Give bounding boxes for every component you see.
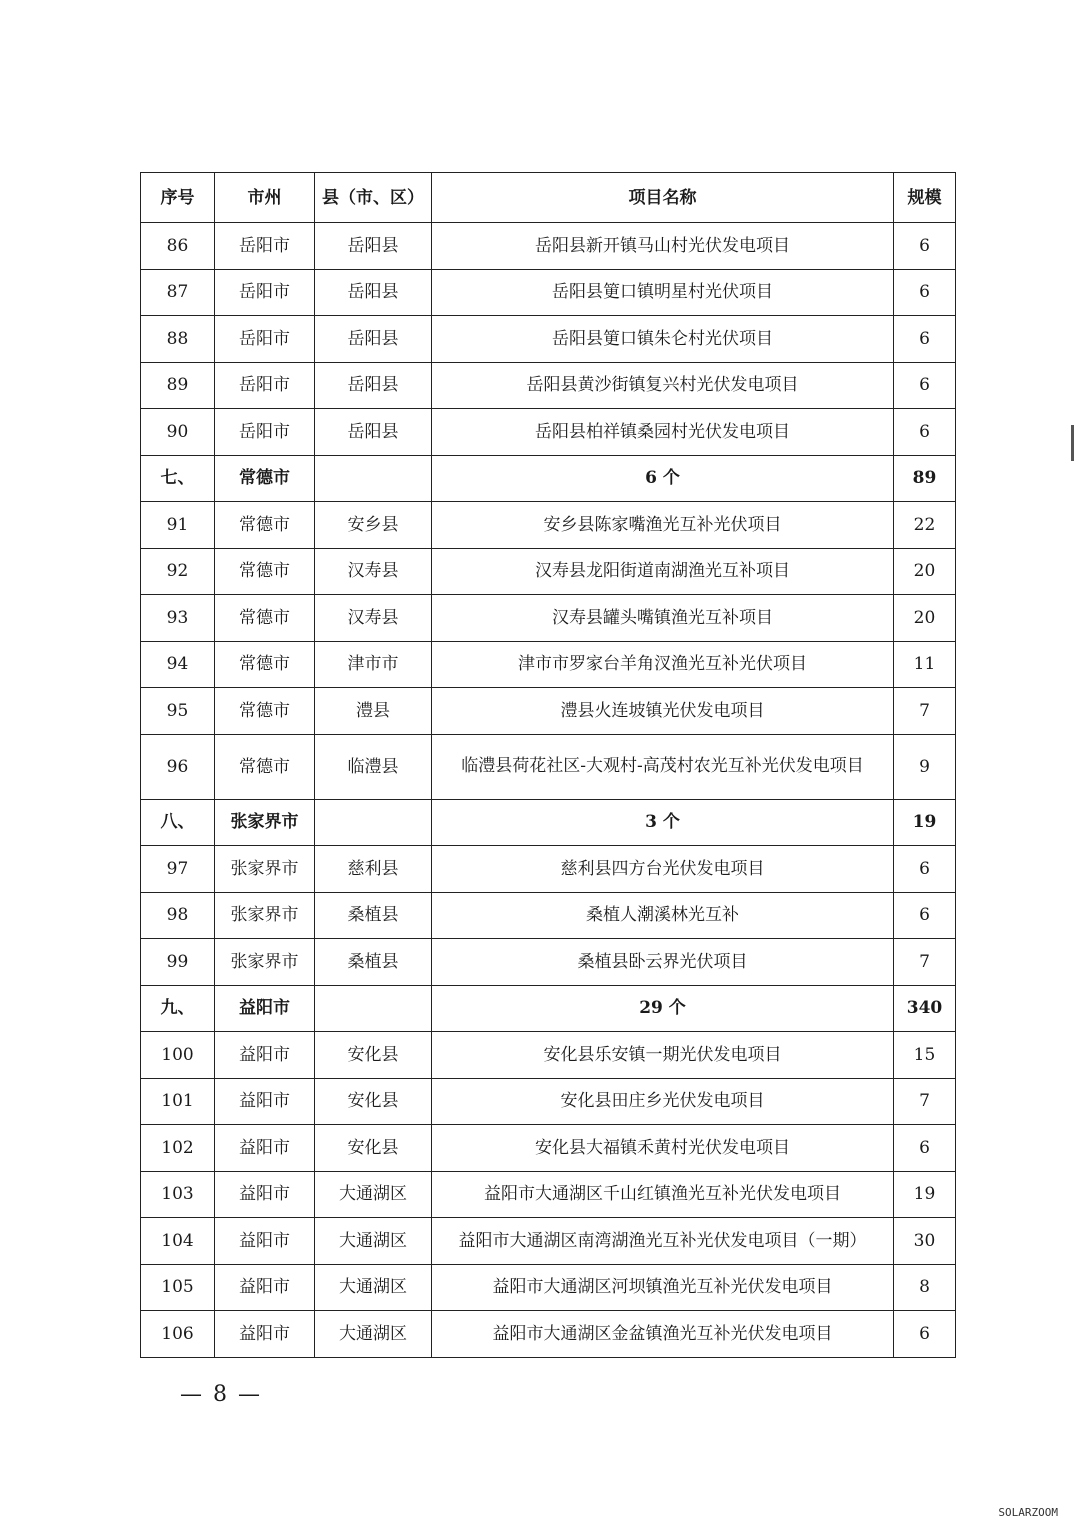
table-row: [141, 1125, 956, 1172]
county-cell: 岳阳县: [315, 316, 432, 363]
project-name-cell: 澧县火连坡镇光伏发电项目: [432, 688, 894, 735]
city-cell: 张家界市: [215, 939, 315, 986]
city-cell: 益阳市: [215, 985, 315, 1032]
city-cell: 常德市: [215, 595, 315, 642]
city-cell: 常德市: [215, 734, 315, 799]
table-row: [141, 1032, 956, 1079]
serial-cell: 102: [141, 1125, 215, 1172]
table-row: [141, 362, 956, 409]
project-name-cell: 津市市罗家台羊角汊渔光互补光伏项目: [432, 641, 894, 688]
table-row: [141, 595, 956, 642]
city-cell: 岳阳市: [215, 316, 315, 363]
project-name-cell: 汉寿县龙阳街道南湖渔光互补项目: [432, 548, 894, 595]
serial-cell: 105: [141, 1264, 215, 1311]
city-cell: 张家界市: [215, 799, 315, 846]
serial-cell: 99: [141, 939, 215, 986]
header-county: 县（市、区）: [315, 173, 432, 223]
project-name-cell: 6 个: [432, 455, 894, 502]
city-cell: 张家界市: [215, 846, 315, 893]
serial-cell: 92: [141, 548, 215, 595]
serial-cell: 96: [141, 734, 215, 799]
scale-cell: 7: [894, 688, 956, 735]
scale-cell: 19: [894, 799, 956, 846]
table-group-row: [141, 455, 956, 502]
county-cell: 慈利县: [315, 846, 432, 893]
scale-cell: 6: [894, 892, 956, 939]
project-name-cell: 益阳市大通湖区南湾湖渔光互补光伏发电项目（一期）: [432, 1218, 894, 1265]
project-name-cell: 安化县大福镇禾黄村光伏发电项目: [432, 1125, 894, 1172]
city-cell: 岳阳市: [215, 269, 315, 316]
scale-cell: 30: [894, 1218, 956, 1265]
table-group-row: [141, 799, 956, 846]
serial-cell: 88: [141, 316, 215, 363]
city-cell: 常德市: [215, 641, 315, 688]
project-name-cell: 安乡县陈家嘴渔光互补光伏项目: [432, 502, 894, 549]
city-cell: 益阳市: [215, 1264, 315, 1311]
city-cell: 益阳市: [215, 1218, 315, 1265]
project-table: [140, 172, 956, 1358]
project-name-cell: 益阳市大通湖区河坝镇渔光互补光伏发电项目: [432, 1264, 894, 1311]
city-cell: 岳阳市: [215, 362, 315, 409]
county-cell: 大通湖区: [315, 1218, 432, 1265]
project-name-cell: 汉寿县罐头嘴镇渔光互补项目: [432, 595, 894, 642]
serial-cell: 101: [141, 1078, 215, 1125]
project-name-cell: 岳阳县新开镇马山村光伏发电项目: [432, 223, 894, 270]
table-group-row: [141, 985, 956, 1032]
scan-margin-mark: [1071, 425, 1074, 461]
project-name-cell: 临澧县荷花社区-大观村-高茂村农光互补光伏发电项目: [432, 734, 894, 799]
serial-cell: 八、: [141, 799, 215, 846]
serial-cell: 91: [141, 502, 215, 549]
serial-cell: 94: [141, 641, 215, 688]
project-name-cell: 安化县田庄乡光伏发电项目: [432, 1078, 894, 1125]
header-project-name: 项目名称: [432, 173, 894, 223]
city-cell: 常德市: [215, 502, 315, 549]
scale-cell: 6: [894, 846, 956, 893]
project-name-cell: 岳阳县筻口镇朱仑村光伏项目: [432, 316, 894, 363]
header-serial: 序号: [141, 173, 215, 223]
table-row: [141, 1078, 956, 1125]
table-row: [141, 892, 956, 939]
serial-cell: 87: [141, 269, 215, 316]
table-row: [141, 641, 956, 688]
county-cell: 岳阳县: [315, 269, 432, 316]
page-number: — 8 —: [180, 1382, 262, 1407]
table-row: [141, 269, 956, 316]
scale-cell: 340: [894, 985, 956, 1032]
scale-cell: 6: [894, 1125, 956, 1172]
serial-cell: 90: [141, 409, 215, 456]
city-cell: 益阳市: [215, 1078, 315, 1125]
county-cell: 安化县: [315, 1078, 432, 1125]
serial-cell: 106: [141, 1311, 215, 1358]
scale-cell: 8: [894, 1264, 956, 1311]
table-body: [141, 223, 956, 1358]
table-row: [141, 548, 956, 595]
table-row: [141, 223, 956, 270]
project-name-cell: 慈利县四方台光伏发电项目: [432, 846, 894, 893]
project-name-cell: 3 个: [432, 799, 894, 846]
scale-cell: 6: [894, 316, 956, 363]
serial-cell: 97: [141, 846, 215, 893]
city-cell: 岳阳市: [215, 409, 315, 456]
city-cell: 张家界市: [215, 892, 315, 939]
city-cell: 益阳市: [215, 1171, 315, 1218]
project-name-cell: 岳阳县黄沙街镇复兴村光伏发电项目: [432, 362, 894, 409]
city-cell: 岳阳市: [215, 223, 315, 270]
serial-cell: 86: [141, 223, 215, 270]
scale-cell: 11: [894, 641, 956, 688]
scale-cell: 6: [894, 223, 956, 270]
county-cell: 桑植县: [315, 892, 432, 939]
city-cell: 常德市: [215, 548, 315, 595]
serial-cell: 104: [141, 1218, 215, 1265]
scale-cell: 7: [894, 1078, 956, 1125]
scale-cell: 6: [894, 1311, 956, 1358]
county-cell: 大通湖区: [315, 1171, 432, 1218]
scale-cell: 15: [894, 1032, 956, 1079]
project-name-cell: 益阳市大通湖区千山红镇渔光互补光伏发电项目: [432, 1171, 894, 1218]
scale-cell: 19: [894, 1171, 956, 1218]
county-cell: 岳阳县: [315, 362, 432, 409]
county-cell: [315, 985, 432, 1032]
table-row: [141, 1264, 956, 1311]
table-row: [141, 316, 956, 363]
serial-cell: 九、: [141, 985, 215, 1032]
county-cell: [315, 455, 432, 502]
city-cell: 益阳市: [215, 1032, 315, 1079]
scale-cell: 9: [894, 734, 956, 799]
scale-cell: 89: [894, 455, 956, 502]
project-name-cell: 29 个: [432, 985, 894, 1032]
table-row: [141, 409, 956, 456]
serial-cell: 89: [141, 362, 215, 409]
serial-cell: 98: [141, 892, 215, 939]
county-cell: 安化县: [315, 1125, 432, 1172]
county-cell: 临澧县: [315, 734, 432, 799]
serial-cell: 93: [141, 595, 215, 642]
serial-cell: 100: [141, 1032, 215, 1079]
table-row: [141, 502, 956, 549]
county-cell: 大通湖区: [315, 1311, 432, 1358]
table-header-row: [141, 173, 956, 223]
project-name-cell: 岳阳县柏祥镇桑园村光伏发电项目: [432, 409, 894, 456]
county-cell: 岳阳县: [315, 409, 432, 456]
header-city: 市州: [215, 173, 315, 223]
serial-cell: 95: [141, 688, 215, 735]
table-row: [141, 846, 956, 893]
table-row: [141, 688, 956, 735]
county-cell: [315, 799, 432, 846]
city-cell: 常德市: [215, 455, 315, 502]
table-row: [141, 1311, 956, 1358]
scale-cell: 6: [894, 409, 956, 456]
serial-cell: 七、: [141, 455, 215, 502]
county-cell: 津市市: [315, 641, 432, 688]
scale-cell: 20: [894, 595, 956, 642]
county-cell: 汉寿县: [315, 595, 432, 642]
project-name-cell: 益阳市大通湖区金盆镇渔光互补光伏发电项目: [432, 1311, 894, 1358]
scale-cell: 22: [894, 502, 956, 549]
scale-cell: 6: [894, 269, 956, 316]
scale-cell: 6: [894, 362, 956, 409]
county-cell: 大通湖区: [315, 1264, 432, 1311]
city-cell: 常德市: [215, 688, 315, 735]
city-cell: 益阳市: [215, 1125, 315, 1172]
project-name-cell: 安化县乐安镇一期光伏发电项目: [432, 1032, 894, 1079]
project-name-cell: 岳阳县筻口镇明星村光伏项目: [432, 269, 894, 316]
header-scale: 规模: [894, 173, 956, 223]
table-row: [141, 939, 956, 986]
county-cell: 澧县: [315, 688, 432, 735]
city-cell: 益阳市: [215, 1311, 315, 1358]
serial-cell: 103: [141, 1171, 215, 1218]
county-cell: 岳阳县: [315, 223, 432, 270]
project-name-cell: 桑植县卧云界光伏项目: [432, 939, 894, 986]
scale-cell: 7: [894, 939, 956, 986]
county-cell: 安化县: [315, 1032, 432, 1079]
table-row: [141, 1218, 956, 1265]
scale-cell: 20: [894, 548, 956, 595]
county-cell: 安乡县: [315, 502, 432, 549]
table-row: [141, 1171, 956, 1218]
county-cell: 汉寿县: [315, 548, 432, 595]
table-row: [141, 734, 956, 799]
project-name-cell: 桑植人潮溪林光互补: [432, 892, 894, 939]
county-cell: 桑植县: [315, 939, 432, 986]
watermark-text: SOLARZOOM: [998, 1506, 1058, 1519]
